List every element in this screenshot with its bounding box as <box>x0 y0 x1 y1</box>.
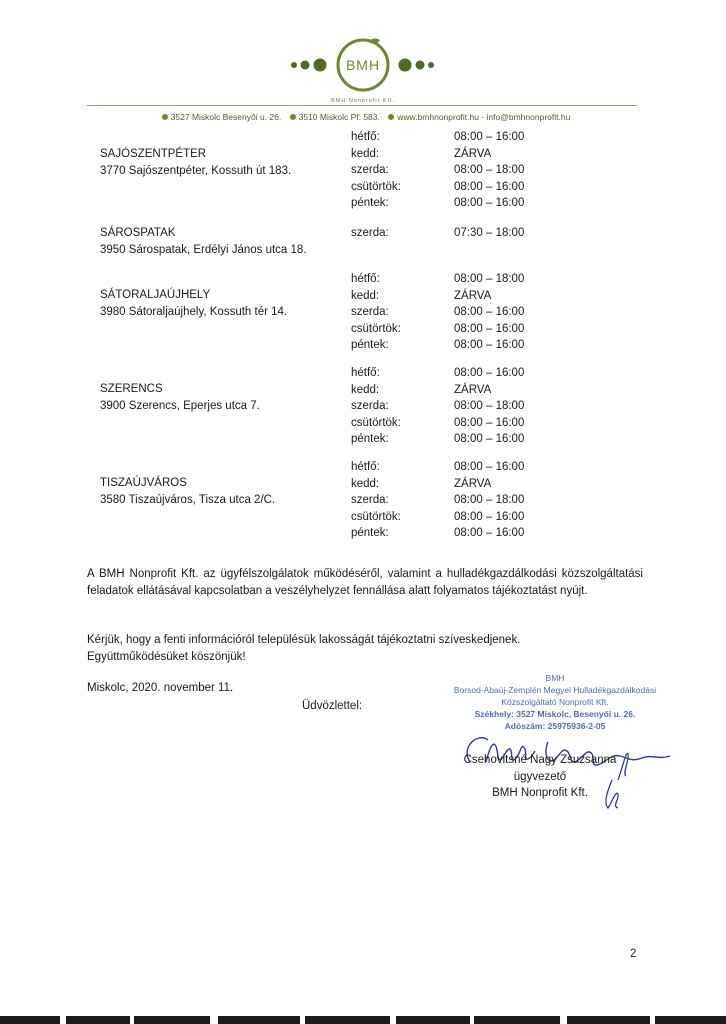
site-block <box>100 287 287 320</box>
bullet-icon <box>388 114 394 120</box>
bullet-icon <box>162 114 168 120</box>
place-date: Miskolc, 2020. november 11. <box>87 682 234 694</box>
hours-value: 08:00 – 18:00 <box>454 400 525 412</box>
site-hours <box>454 129 524 212</box>
site-block <box>100 475 275 508</box>
day-label: hétfő: <box>351 461 380 473</box>
day-label: szerda: <box>351 306 389 318</box>
site-days <box>351 271 401 354</box>
logo-text: BMH <box>345 57 381 73</box>
site-address: 3900 Szerencs, Eperjes utca 7. <box>100 399 260 412</box>
letterhead <box>0 30 726 104</box>
hours-value: 08:00 – 16:00 <box>454 510 525 523</box>
hours-value: 08:00 – 16:00 <box>454 527 525 539</box>
hours-value: 08:00 – 18:00 <box>454 164 525 176</box>
day-label: péntek: <box>351 433 389 445</box>
site-address: 3580 Tiszaújváros, Tisza utca 2/C. <box>100 493 276 506</box>
request-paragraph <box>87 632 643 665</box>
day-label: hétfő: <box>351 367 380 379</box>
hours-value: 08:00 – 16:00 <box>454 131 525 143</box>
day-label: kedd: <box>351 147 380 160</box>
contact-web[interactable]: www.bmhnonprofit.hu - info@bmhnonprofit.hu <box>397 112 571 122</box>
stamp-line: Adószám: 25975936-2-05 <box>504 721 606 731</box>
company-subtitle: BMH Nonprofit Kft. <box>331 98 395 104</box>
contact-address: 3527 Miskolc Besenyői u. 26. <box>170 112 282 122</box>
hours-value: 08:00 – 16:00 <box>454 367 525 379</box>
site-days <box>351 365 401 448</box>
signer-company: BMH Nonprofit Kft. <box>492 787 588 799</box>
hours-value: 08:00 – 16:00 <box>454 339 525 351</box>
site-hours <box>454 459 524 542</box>
site-name: SÁTORALJAÚJHELY <box>100 289 211 301</box>
day-label: hétfő: <box>351 131 380 143</box>
site-address: 3770 Sajószentpéter, Kossuth út 183. <box>100 164 292 177</box>
site-block <box>100 146 291 179</box>
site-address: 3950 Sárospatak, Erdélyi János utca 18. <box>100 243 307 256</box>
site-name: SAJÓSZENTPÉTER <box>100 148 207 160</box>
hours-value: ZÁRVA <box>454 147 492 160</box>
day-label: hétfő: <box>351 273 380 285</box>
hours-value: 08:00 – 16:00 <box>454 433 525 445</box>
signer-name: Csehovitsné Nagy Zsuzsanna <box>463 754 617 766</box>
day-label: szerda: <box>351 164 389 176</box>
paragraph-text: A BMH Nonprofit Kft. az ügyfélszolgálatok működéséről, valamint a hulladékgazdálkodási közszolgáltatási feladatok ellátásával kapcsolatban a veszélyhelyzet fennállása alatt folyamatos tájékoztatást nyújt. <box>87 568 643 597</box>
day-label: szerda: <box>351 227 389 239</box>
scan-edge-strip <box>0 1013 726 1024</box>
hours-value: 08:00 – 16:00 <box>454 461 525 473</box>
site-hours <box>454 365 524 448</box>
hours-value: 08:00 – 18:00 <box>454 273 525 285</box>
hours-value: 08:00 – 16:00 <box>454 180 525 193</box>
site-hours <box>454 225 524 242</box>
info-paragraph <box>87 566 643 599</box>
site-days <box>351 225 389 242</box>
stamp-line: BMH <box>545 673 565 683</box>
contact-pobox: 3510 Miskolc Pf: 583. <box>298 112 380 122</box>
day-label: szerda: <box>351 400 389 412</box>
contact-line <box>0 112 726 122</box>
hours-value: 08:00 – 18:00 <box>454 494 525 506</box>
paragraph-line: Együttműködésüket köszönjük! <box>87 650 246 663</box>
hours-value: 08:00 – 16:00 <box>454 306 525 318</box>
site-address: 3980 Sátoraljaújhely, Kossuth tér 14. <box>100 305 288 318</box>
hours-value: 08:00 – 16:00 <box>454 322 525 335</box>
day-label: szerda: <box>351 494 389 506</box>
day-label: péntek: <box>351 197 389 209</box>
site-block <box>100 225 307 258</box>
greeting: Üdvözlettel: <box>302 700 363 712</box>
stamp-line: Közszolgáltató Nonprofit Kft. <box>501 697 609 707</box>
hours-value: ZÁRVA <box>454 383 492 396</box>
site-days <box>351 129 401 212</box>
day-label: csütörtök: <box>351 510 401 523</box>
site-hours <box>454 271 524 354</box>
site-days <box>351 459 401 542</box>
hours-value: 08:00 – 16:00 <box>454 416 525 429</box>
site-name: SÁROSPATAK <box>100 227 176 239</box>
site-name: SZERENCS <box>100 383 163 395</box>
day-label: csütörtök: <box>351 322 401 335</box>
bmh-logo-icon <box>0 30 726 100</box>
day-label: kedd: <box>351 383 380 396</box>
stamp-line: Székhely: 3527 Miskolc, Besenyői u. 26. <box>474 709 636 719</box>
day-label: kedd: <box>351 289 380 302</box>
page-number: 2 <box>630 948 637 960</box>
day-label: kedd: <box>351 477 380 490</box>
site-name: TISZAÚJVÁROS <box>100 477 187 489</box>
day-label: péntek: <box>351 339 389 351</box>
day-label: csütörtök: <box>351 180 401 193</box>
hours-value: ZÁRVA <box>454 477 492 490</box>
hours-value: 08:00 – 16:00 <box>454 197 525 209</box>
header-divider <box>87 105 637 106</box>
stamp-line: Borsod-Abaúj-Zemplén Megyei Hulladékgazdálkodási <box>453 685 657 695</box>
initials-icon <box>600 778 624 812</box>
day-label: péntek: <box>351 527 389 539</box>
site-block <box>100 381 260 414</box>
signer-title: ügyvezető <box>513 770 567 783</box>
bullet-icon <box>290 114 296 120</box>
paragraph-line: Kérjük, hogy a fenti információról településük lakosságát tájékoztatni szíveskedjenek. <box>87 634 521 646</box>
day-label: csütörtök: <box>351 416 401 429</box>
hours-value: 07:30 – 18:00 <box>454 227 525 239</box>
hours-value: ZÁRVA <box>454 289 492 302</box>
